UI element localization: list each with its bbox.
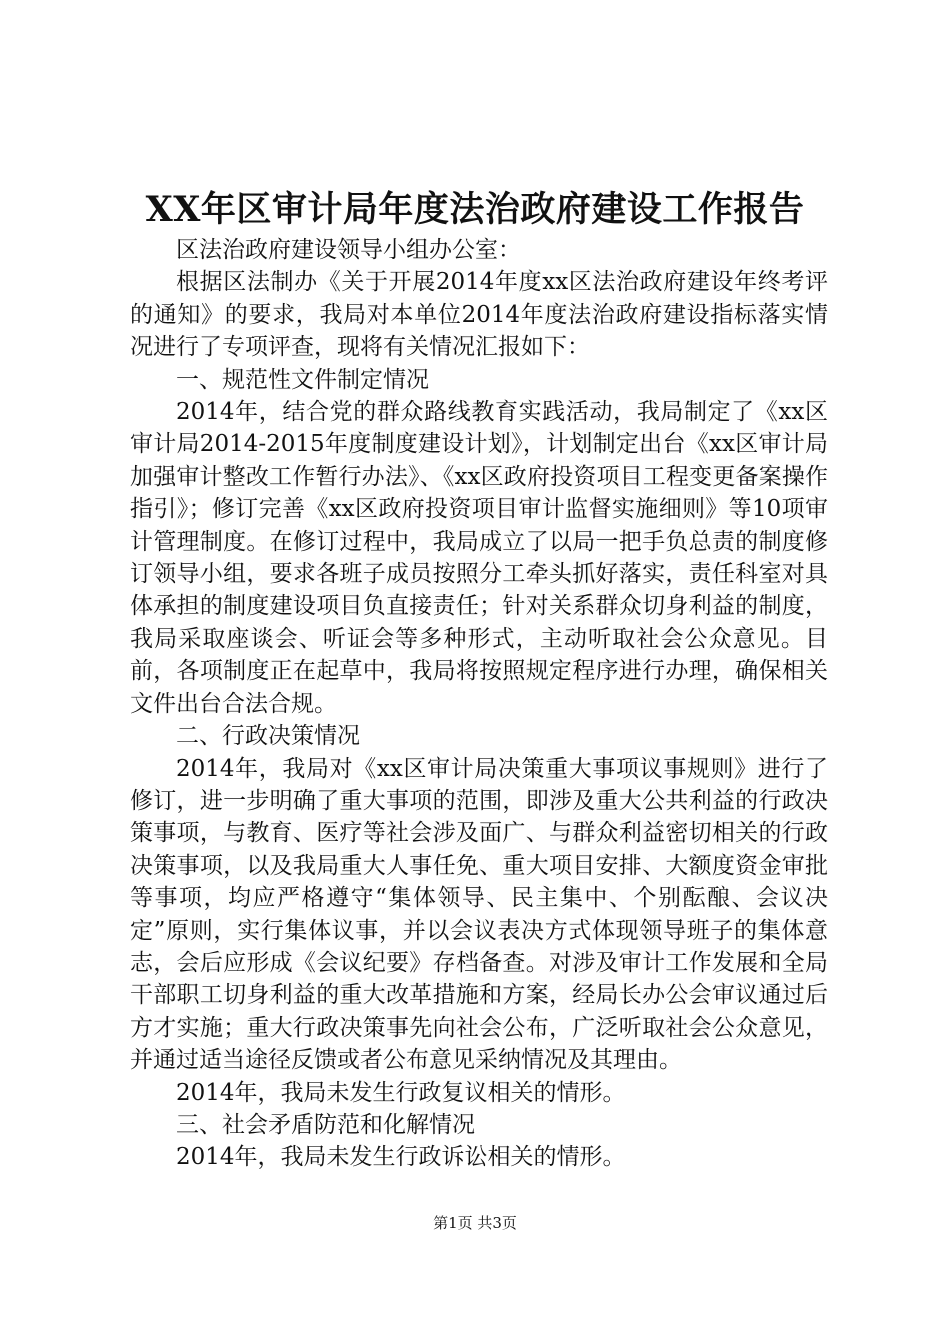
- section-2-note: 2014年，我局未发生行政复议相关的情形。: [176, 1079, 626, 1106]
- document-title: XX年区审计局年度法治政府建设工作报告: [145, 189, 805, 230]
- section-heading-2: 二、行政决策情况: [176, 723, 360, 750]
- section-heading-1: 一、规范性文件制定情况: [176, 366, 429, 393]
- intro-paragraph: 根据区法制办《关于开展2014年度xx区法治政府建设年终考评的通知》的要求，我局对本单位2014年度法治政府建设指标落实情况进行了专项评查，现将有关情况汇报如下：: [130, 269, 828, 361]
- salutation: 区法治政府建设领导小组办公室：: [176, 237, 521, 263]
- page-footer: 第1页 共3页: [433, 1214, 517, 1232]
- document-body: [130, 234, 828, 1174]
- section-1-paragraph: 2014年，结合党的群众路线教育实践活动，我局制定了《xx区审计局2014-2015年度制度建设计划》，计划制定出台《xx区审计局加强审计整改工作暂行办法》、《xx区政府投资项目工程变更备案操作指引》；修订完善《xx区政府投资项目审计监督实施细则》等10项审计管理制度。在修订过程中，我局成立了以局一把手负总责的制度修订领导小组，要求各班子成员按照分工牵头抓好落实，责任科室对具体承担的制度建设项目负直接责任；针对关系群众切身利益的制度，我局采取座谈会、听证会等多种形式，主动听取社会公众意见。目前，各项制度正在起草中，我局将按照规定程序进行办理，确保相关文件出台合法合规。: [130, 399, 828, 717]
- section-2-paragraph: 2014年，我局对《xx区审计局决策重大事项议事规则》进行了修订，进一步明确了重大事项的范围，即涉及重大公共利益的行政决策事项，与教育、医疗等社会涉及面广、与群众利益密切相关的行政决策事项，以及我局重大人事任免、重大项目安排、大额度资金审批等事项，均应严格遵守“集体领导、民主集中、个别酝酿、会议决定”原则，实行集体议事，并以会议表决方式体现领导班子的集体意志，会后应形成《会议纪要》存档备查。对涉及审计工作发展和全局干部职工切身利益的重大改革措施和方案，经局长办公会审议通过后方才实施；重大行政决策事先向社会公布，广泛听取社会公众意见，并通过适当途径反馈或者公布意见采纳情况及其理由。: [130, 755, 828, 1074]
- section-heading-3: 三、社会矛盾防范和化解情况: [176, 1111, 475, 1138]
- section-3-paragraph: 2014年，我局未发生行政诉讼相关的情形。: [176, 1144, 626, 1171]
